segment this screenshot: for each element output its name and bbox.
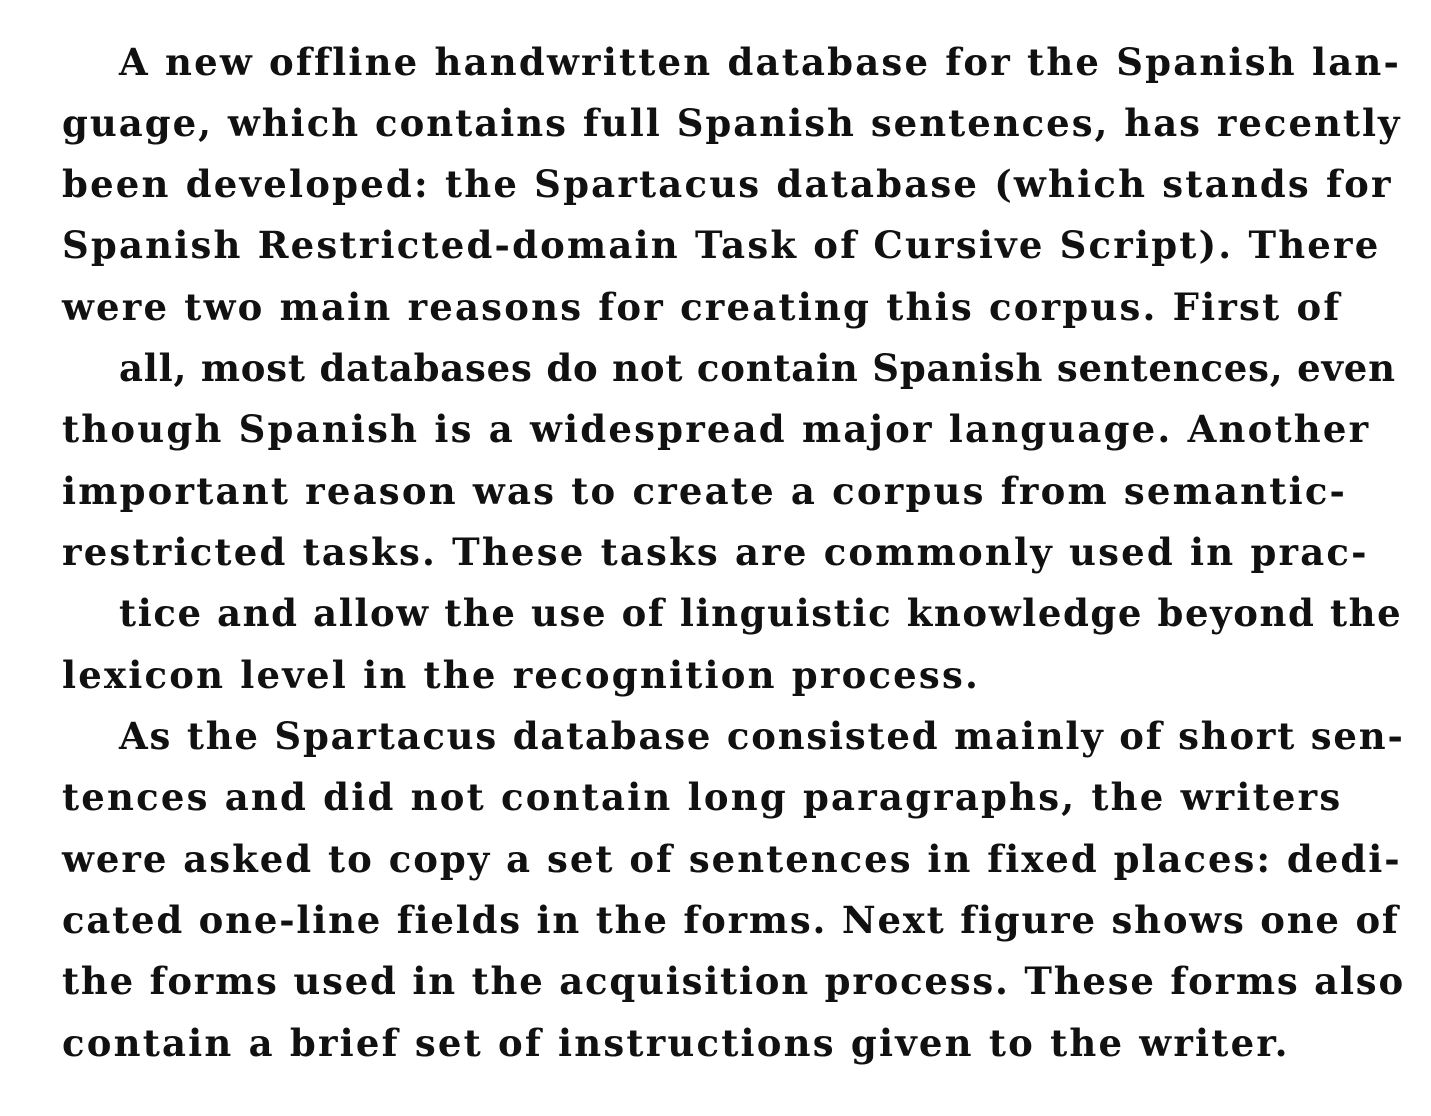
text-line: restricted tasks. These tasks are commonly used in prac- xyxy=(62,530,1369,574)
text-line: important reason was to create a corpus from semantic- xyxy=(62,469,1348,513)
text-line: been developed: the Spartacus database (which stands for xyxy=(62,162,1393,206)
text-line: A new offline handwritten database for the Spanish lan- xyxy=(119,40,1402,84)
text-line: were two main reasons for creating this corpus. First of xyxy=(62,285,1342,329)
text-line: were asked to copy a set of sentences in fixed places: dedi- xyxy=(62,837,1402,881)
text-line: As the Spartacus database consisted mainly of short sen- xyxy=(119,714,1405,758)
text-line: all, most databases do not contain Spanish sentences, even xyxy=(119,346,1396,390)
text-line: contain a brief set of instructions given to the writer. xyxy=(62,1021,1290,1065)
text-line: Spanish Restricted-domain Task of Cursive Script). There xyxy=(62,223,1381,267)
text-line: guage, which contains full Spanish sentences, has recently xyxy=(62,101,1402,145)
text-line: lexicon level in the recognition process. xyxy=(62,653,981,697)
text-line: tences and did not contain long paragraphs, the writers xyxy=(62,775,1343,819)
text-line: though Spanish is a widespread major language. Another xyxy=(62,407,1371,451)
text-line: cated one-line fields in the forms. Next figure shows one of xyxy=(62,898,1400,942)
text-line: tice and allow the use of linguistic knowledge beyond the xyxy=(119,591,1403,635)
text-line: the forms used in the acquisition process. These forms also xyxy=(62,959,1405,1003)
